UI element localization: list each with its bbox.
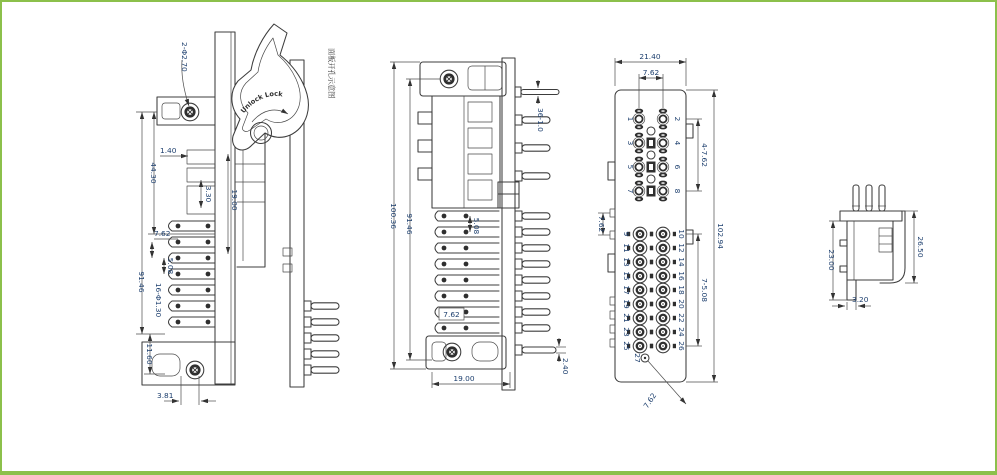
dim-label: 2-Φ2.70 [180,42,189,72]
dim-label: 19.00 [453,374,475,383]
pin [515,227,550,237]
wire-slot [169,221,216,231]
dim-label: 3.20 [852,295,869,304]
pin-number: 4 [673,140,682,146]
wire-slot [435,227,499,237]
pin [515,211,550,221]
pin-number: 14 [677,257,686,267]
dim-label: 7.62 [443,310,460,319]
lever-label: Unlock Lock [239,89,284,115]
pin-number: 8 [673,188,682,194]
pin [515,307,550,317]
pin [304,349,339,359]
view-face [597,52,725,410]
dim-label: 7.62 [597,215,606,233]
dim-label: 2.40 [561,358,570,375]
dim-label: 26.50 [916,236,925,258]
wire-slot [169,301,216,311]
pin-number: 17 [622,285,631,295]
pin-number: 5 [626,164,635,170]
wire-slot [435,259,499,269]
wire-slot [435,211,499,221]
terminal [650,269,676,283]
pin-number: 20 [677,299,686,309]
pin-number: 18 [677,285,686,295]
dim-label: 3.30 [204,185,213,203]
dim-label: 91.46 [137,271,146,293]
dim-label: 7.62 [642,68,660,77]
pin-number: 6 [673,164,682,170]
lock-lever [232,24,309,150]
terminal [650,227,676,241]
pin [304,301,339,311]
terminal [650,311,676,325]
pin [304,333,339,343]
pin [304,317,339,327]
technical-drawing [2,2,995,471]
mounting-hole [440,70,458,88]
dim-label: 5.08 [472,217,481,235]
dim-label: 102.94 [716,223,725,249]
dim-label: 23.00 [827,249,836,271]
view-caption: 面板开孔示意图 [327,48,336,99]
dim-label: 7.62 [641,391,659,410]
pin-number: 13 [622,257,631,267]
pin-number: 19 [622,299,631,309]
pin-number: 7 [626,188,635,194]
pin-number: 9 [622,231,631,237]
pin [515,259,550,269]
dim-label: 44.30 [149,162,158,184]
terminal [657,157,669,178]
terminal [657,133,669,154]
wire-slot [169,237,216,247]
pin [515,275,550,285]
terminal [650,255,676,269]
pin-number: 12 [677,243,686,253]
pin-number: 23 [622,327,631,337]
wire-slot [435,291,499,301]
terminal [650,325,676,339]
mounting-hole [186,361,204,379]
pin-number: 1 [626,116,635,122]
wire-slot [435,275,499,285]
dim-label: 19.00 [230,189,239,211]
wire-slot [169,285,216,295]
pin-number: 16 [677,271,686,281]
mounting-hole [181,103,199,121]
pin-number: 26 [677,341,686,351]
wire-slot [435,323,499,333]
dim-label: 21.40 [639,52,661,61]
view-profile [827,185,925,310]
dim-label: 100.36 [389,203,398,229]
pin-number: 2 [673,116,682,122]
terminal [657,109,669,130]
pin [515,243,550,253]
pin [515,323,550,333]
dim-label: 7-5.08 [700,278,709,302]
dim-label: 4-7.62 [700,143,709,167]
terminal [650,283,676,297]
terminal [657,181,669,202]
terminal [650,241,676,255]
dim-label: 16-Φ1.30 [154,282,163,318]
terminal [650,339,676,353]
dim-label: 36-1.0 [536,108,545,132]
pin-number: 3 [626,140,635,146]
pin-number: 15 [622,271,631,281]
dim-label: 7.62 [154,229,171,238]
pin-number: 10 [677,229,686,239]
pin [515,171,550,181]
dim-label: 91.46 [405,213,414,235]
pin-number: 27 [633,353,642,363]
wire-slot [169,317,216,327]
dim-label: 11.60 [145,343,154,365]
pin-number: 24 [677,327,686,337]
dim-label: 1.40 [160,146,177,155]
pin-number: 21 [622,313,631,323]
dim-label: 5.08 [166,257,175,275]
view-panel-side-lever [136,24,339,405]
pin-number: 11 [622,243,631,253]
pin-number: 25 [622,341,631,351]
terminal [650,297,676,311]
pin-number: 22 [677,313,686,323]
dim-label: 3.81 [157,391,174,400]
pin [304,365,339,375]
view-connector-side [389,58,570,390]
pin [515,291,550,301]
wire-slot [435,243,499,253]
pin [515,143,550,153]
